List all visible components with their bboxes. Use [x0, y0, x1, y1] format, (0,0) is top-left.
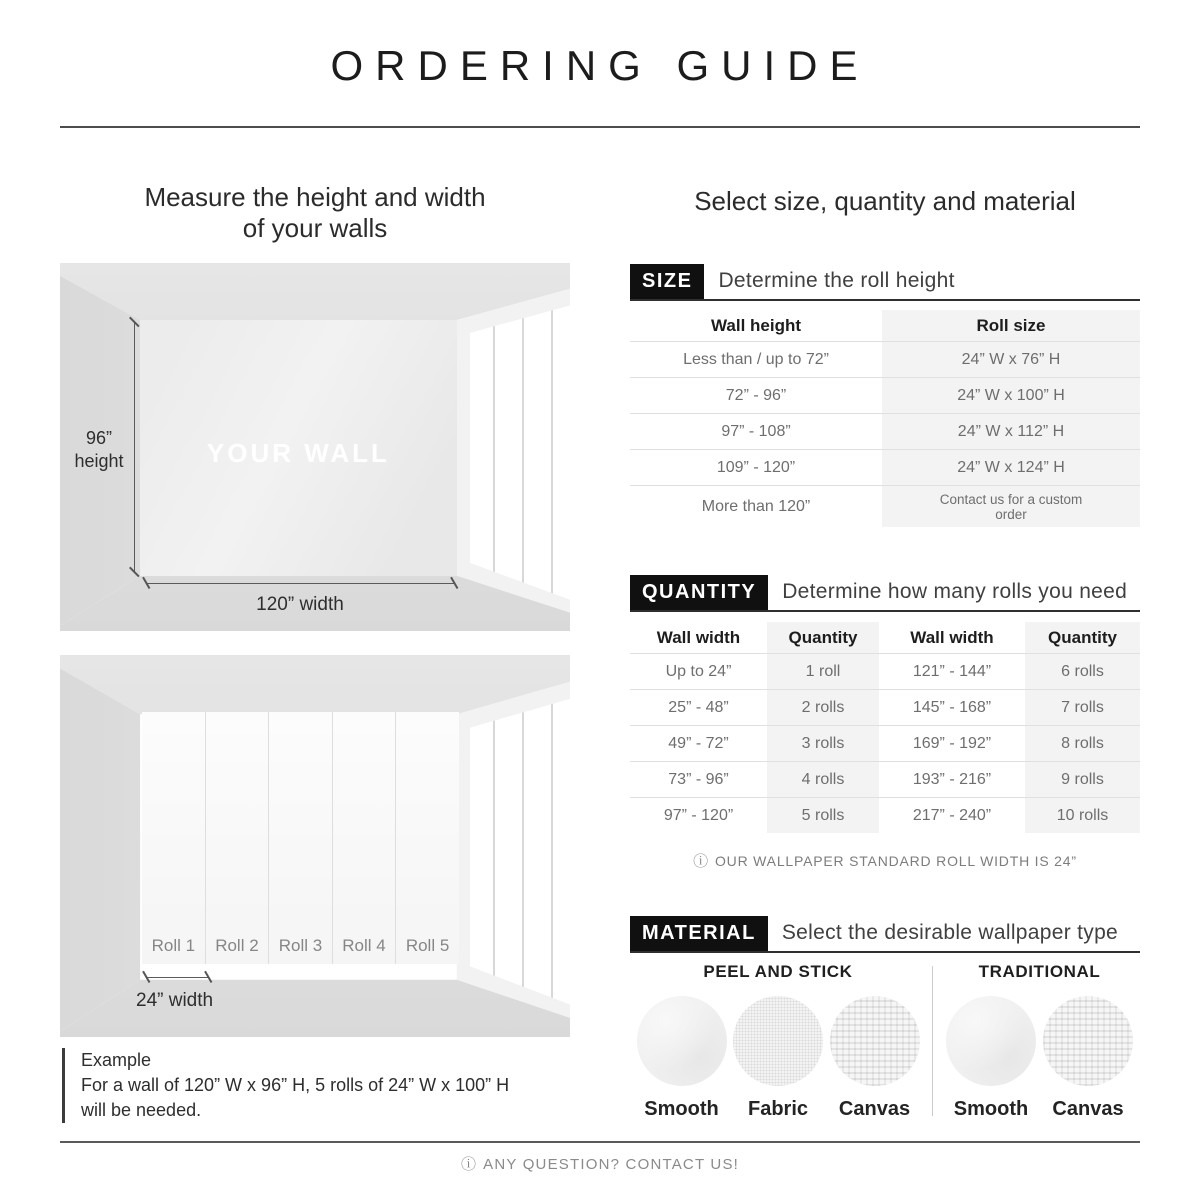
roll-width-dimension-line [146, 977, 208, 978]
wall-height-cell: 109” - 120” [630, 449, 882, 485]
material-group-traditional [939, 962, 1140, 1121]
height-dimension-line [134, 323, 135, 573]
wall-width-cell: 193” - 216” [879, 761, 1025, 797]
example-title: Example [81, 1050, 152, 1070]
quantity-cell: 3 rolls [767, 725, 879, 761]
roll-label: Roll 5 [405, 936, 450, 956]
size-table [630, 310, 1140, 527]
info-icon: ⓘ [460, 1156, 478, 1173]
wallpaper-roll-panels [142, 712, 459, 964]
left-heading-line1: Measure the height and width [144, 182, 486, 212]
quantity-table-row [630, 653, 1140, 689]
page-title: ORDERING GUIDE [330, 42, 870, 89]
quantity-table-row [630, 689, 1140, 725]
wall-width-cell: 145” - 168” [879, 689, 1025, 725]
roll-size-cell: 24” W x 124” H [882, 449, 1140, 485]
roll-label: Roll 3 [278, 936, 323, 956]
footer-divider [60, 1141, 1140, 1143]
size-table-row [630, 485, 1140, 527]
swatch-label: Fabric [747, 1098, 809, 1120]
roll-size-cell: 24” W x 100” H [882, 377, 1140, 413]
material-option-smooth [946, 996, 1036, 1121]
footer-note: ⓘ ANY QUESTION? CONTACT US! [460, 1156, 740, 1173]
wall-width-cell: 217” - 240” [879, 797, 1025, 833]
room-illustration-measure [60, 263, 570, 631]
wall-height-cell: Less than / up to 72” [630, 341, 882, 377]
wall-width-cell: 25” - 48” [630, 689, 767, 725]
roll-width-note: ⓘ OUR WALLPAPER STANDARD ROLL WIDTH IS 24” [693, 853, 1077, 870]
wall-height-cell: 72” - 96” [630, 377, 882, 413]
roll-label: Roll 1 [151, 936, 196, 956]
roll-panel [332, 712, 396, 964]
material-section-header [630, 916, 1140, 953]
wall-width-cell: 121” - 144” [879, 653, 1025, 689]
swatch-label: Canvas [838, 1098, 911, 1120]
canvas-texture-swatch [1043, 996, 1133, 1086]
size-section-header [630, 264, 1140, 301]
your-wall-label: YOUR WALL [206, 437, 390, 468]
quantity-table-header-row [630, 622, 1140, 653]
example-line2: will be needed. [81, 1100, 202, 1120]
wall-width-cell: 97” - 120” [630, 797, 767, 833]
material-group-title: PEEL AND STICK [703, 962, 853, 981]
qty-col-header: Wall width [656, 627, 741, 647]
swatch-label: Canvas [1052, 1098, 1124, 1120]
quantity-cell: 1 roll [767, 653, 879, 689]
size-table-row [630, 413, 1140, 449]
wall-height-cell: More than 120” [630, 485, 882, 527]
left-column [60, 160, 570, 1160]
wall-width-cell: Up to 24” [630, 653, 767, 689]
size-table-row [630, 377, 1140, 413]
material-options [630, 962, 1140, 1121]
quantity-cell: 4 rolls [767, 761, 879, 797]
material-badge: MATERIAL [630, 916, 768, 951]
roll-size-cell: 24” W x 76” H [882, 341, 1140, 377]
material-group-peel-and-stick [630, 962, 926, 1121]
roll-panel [395, 712, 459, 964]
swatch-label: Smooth [644, 1098, 719, 1120]
roll-width-label: 24” width [136, 990, 214, 1011]
title-divider [60, 126, 1140, 128]
quantity-cell: 9 rolls [1025, 761, 1140, 797]
info-icon: ⓘ [693, 853, 709, 870]
example-block [62, 1048, 509, 1123]
smooth-texture-swatch [946, 996, 1036, 1086]
size-table-row [630, 449, 1140, 485]
quantity-section-header [630, 575, 1140, 612]
left-heading [60, 182, 570, 244]
material-option-smooth [637, 996, 727, 1121]
material-divider [932, 966, 933, 1116]
roll-panel [268, 712, 332, 964]
roll-label: Roll 2 [215, 936, 259, 956]
fabric-texture-swatch [733, 996, 823, 1086]
quantity-cell: 2 rolls [767, 689, 879, 725]
wall-width-cell: 73” - 96” [630, 761, 767, 797]
height-dimension-label [68, 427, 130, 473]
swatch-label: Smooth [953, 1098, 1029, 1120]
material-option-canvas [830, 996, 920, 1121]
right-heading: Select size, quantity and material [694, 186, 1076, 216]
quantity-cell: 8 rolls [1025, 725, 1140, 761]
size-caption: Determine the roll height [718, 269, 955, 292]
quantity-table-row [630, 725, 1140, 761]
canvas-texture-swatch [830, 996, 920, 1086]
quantity-cell: 7 rolls [1025, 689, 1140, 725]
material-option-fabric [733, 996, 823, 1121]
quantity-table-row [630, 761, 1140, 797]
roll-size-cell: Contact us for a custom order [882, 485, 1140, 527]
roll-panel [142, 712, 205, 964]
quantity-caption: Determine how many rolls you need [782, 580, 1128, 603]
size-col-header-roll-size: Roll size [882, 310, 1140, 341]
example-line1: For a wall of 120” W x 96” H, 5 rolls of 24” W x 100” H [81, 1075, 510, 1095]
width-dimension-line [146, 583, 454, 584]
quantity-cell: 10 rolls [1025, 797, 1140, 833]
roll-label: Roll 4 [342, 936, 386, 956]
material-group-title: TRADITIONAL [978, 962, 1101, 981]
wall-height-cell: 97” - 108” [630, 413, 882, 449]
size-table-header-row [630, 310, 1140, 341]
height-value: 96” [85, 428, 112, 448]
size-table-row [630, 341, 1140, 377]
room-illustration-rolls [60, 655, 570, 1037]
quantity-badge: QUANTITY [630, 575, 768, 610]
width-dimension-label: 120” width [256, 594, 344, 615]
qty-col-header: Quantity [1025, 622, 1140, 653]
room-back-wall [140, 320, 457, 576]
material-option-canvas [1043, 996, 1133, 1121]
quantity-cell: 6 rolls [1025, 653, 1140, 689]
wall-width-cell: 49” - 72” [630, 725, 767, 761]
quantity-cell: 5 rolls [767, 797, 879, 833]
right-column [630, 160, 1140, 1160]
quantity-table [630, 622, 1140, 833]
height-word: height [74, 451, 124, 471]
roll-size-cell: 24” W x 112” H [882, 413, 1140, 449]
roll-panel [205, 712, 269, 964]
quantity-table-row [630, 797, 1140, 833]
size-col-header-wall-height: Wall height [710, 315, 802, 335]
qty-col-header: Quantity [767, 622, 879, 653]
qty-col-header: Wall width [910, 627, 994, 647]
material-caption: Select the desirable wallpaper type [781, 921, 1119, 944]
smooth-texture-swatch [637, 996, 727, 1086]
left-heading-line2: of your walls [242, 213, 388, 243]
wall-width-cell: 169” - 192” [879, 725, 1025, 761]
size-badge: SIZE [630, 264, 704, 299]
